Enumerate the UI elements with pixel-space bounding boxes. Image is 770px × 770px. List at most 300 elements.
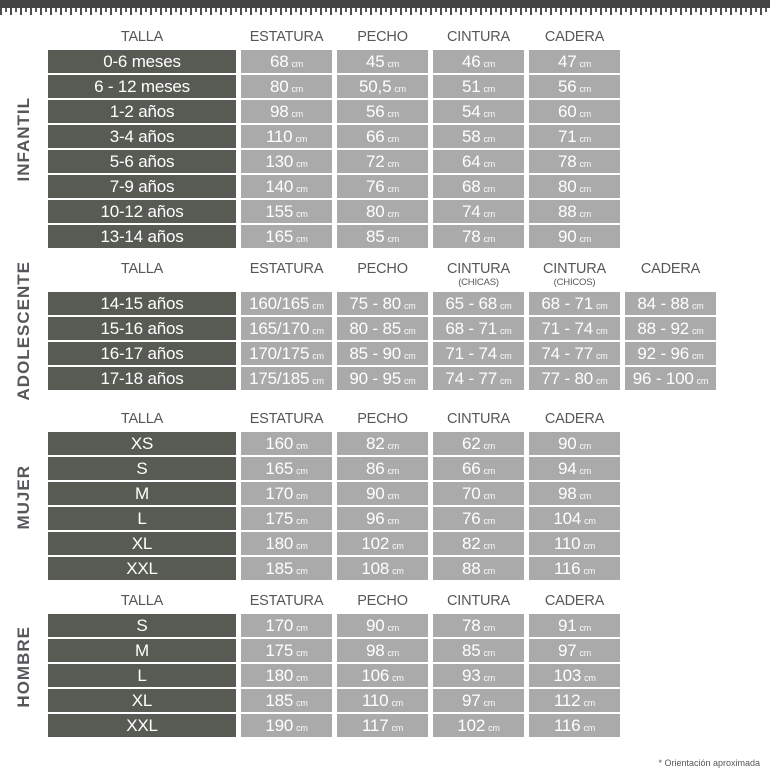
size-cell: 7-9 años [48,175,236,198]
header-cell [241,261,332,278]
value-cell [625,292,716,315]
unit-label: cm [291,59,304,69]
value-number: 78 [461,227,481,246]
header-row [48,593,770,610]
value-cell [433,432,524,455]
unit-label: cm [595,351,608,361]
value-cell [529,175,620,198]
value-number: 90 [365,616,385,636]
size-cell: 15-16 años [48,317,236,340]
unit-label: cm [595,326,608,336]
value-number: 46 [461,52,481,71]
section-label-infantil [0,29,48,250]
value-number: 54 [461,102,481,121]
value-number: 110 [553,534,581,554]
size-cell: 3-4 años [48,125,236,148]
table-row [48,175,770,198]
value-cell [529,557,620,580]
section-infantil [0,29,770,250]
value-number: 80 [269,77,289,96]
unit-label: cm [296,541,308,552]
value-cell [433,225,524,248]
value-number: 102 [361,534,390,554]
value-cell [241,482,332,505]
value-number: 91 [557,616,577,636]
table-mujer [48,411,770,582]
unit-label: cm [483,623,496,634]
table-row [48,367,770,390]
value-cell [241,175,332,198]
unit-label: cm [483,648,496,659]
value-number: 112 [553,691,581,711]
tape-ticks [0,8,770,15]
unit-label: cm [296,723,308,734]
value-cell [529,432,620,455]
header-title: PECHO [357,29,408,45]
value-number: 190 [265,716,294,736]
unit-label: cm [387,159,400,169]
header-cell [433,411,524,428]
unit-label: cm [579,648,592,659]
unit-label: cm [483,159,496,169]
value-cell [337,714,428,737]
value-cell [241,225,332,248]
unit-label: cm [387,466,400,477]
unit-label: cm [296,184,308,194]
unit-label: cm [696,376,709,386]
value-cell [337,689,428,712]
unit-label: cm [499,351,512,361]
unit-label: cm [483,516,496,527]
value-cell [241,100,332,123]
value-number: 88 [461,559,481,579]
unit-label: cm [392,673,404,684]
unit-label: cm [387,623,400,634]
value-number: 68 [269,52,289,71]
value-number: 90 [365,484,385,504]
header-title: PECHO [357,261,408,277]
value-number: 170/175 [249,344,310,363]
table-row [48,457,770,480]
header-title: CADERA [544,411,605,428]
value-cell [241,125,332,148]
value-number: 77 - 80 [541,369,593,388]
unit-label: cm [483,134,496,144]
value-number: 165/170 [249,319,310,338]
value-cell [337,342,428,365]
value-cell [337,50,428,73]
value-cell [529,507,620,530]
header-title: CINTURA [446,261,511,277]
header-title: CADERA [640,261,701,277]
header-title: ESTATURA [249,593,324,610]
value-number: 78 [557,152,577,171]
unit-label: cm [691,301,704,311]
value-cell [337,457,428,480]
size-cell: 13-14 años [48,225,236,248]
header-title: ESTATURA [249,29,324,45]
size-cell: XL [48,689,236,712]
unit-label: cm [403,326,416,336]
header-title: TALLA [120,411,164,428]
unit-label: cm [296,159,308,169]
value-cell [337,150,428,173]
unit-label: cm [483,698,496,709]
size-cell: M [48,639,236,662]
unit-label: cm [579,623,592,634]
value-number: 116 [553,559,581,579]
value-cell [529,125,620,148]
value-cell [337,292,428,315]
value-cell [241,150,332,173]
value-cell [241,317,332,340]
unit-label: cm [579,159,592,169]
value-cell [433,175,524,198]
header-cell [625,261,716,278]
value-number: 94 [557,459,577,479]
header-cell [337,29,428,46]
unit-label: cm [387,134,400,144]
value-cell [433,342,524,365]
unit-label: cm [291,84,304,94]
unit-label: cm [387,184,400,194]
unit-label: cm [483,673,496,684]
unit-label: cm [579,184,592,194]
unit-label: cm [403,351,416,361]
unit-label: cm [579,234,592,244]
value-number: 160 [265,434,294,454]
header-row [48,411,770,428]
size-cell: M [48,482,236,505]
header-cell [48,261,236,278]
value-number: 130 [265,152,294,171]
table-infantil [48,29,770,250]
header-cell [529,411,620,428]
unit-label: cm [296,234,308,244]
unit-label: cm [583,541,596,552]
value-number: 175/185 [249,369,310,388]
value-cell [529,482,620,505]
value-number: 71 [557,127,577,146]
unit-label: cm [583,698,596,709]
section-label-mujer [0,411,48,582]
value-cell [529,50,620,73]
value-cell [529,200,620,223]
value-number: 104 [553,509,582,529]
value-cell [529,689,620,712]
value-number: 108 [361,559,390,579]
value-cell [241,342,332,365]
section-label-adolescente [0,261,48,400]
value-number: 60 [557,102,577,121]
table-row [48,664,770,687]
header-cell [337,593,428,610]
section-label-text: INFANTIL [14,97,33,182]
value-cell [529,639,620,662]
value-number: 103 [553,666,582,686]
table-row [48,342,770,365]
table-row [48,557,770,580]
unit-label: cm [579,84,592,94]
header-title: PECHO [357,593,408,610]
header-cell [241,411,332,428]
value-number: 90 [557,434,577,454]
size-cell: 6 - 12 meses [48,75,236,98]
table-row [48,614,770,637]
value-cell [433,714,524,737]
unit-label: cm [392,541,404,552]
value-cell [433,664,524,687]
value-cell [337,100,428,123]
footnote: * Orientación aproximada [658,758,760,768]
value-number: 82 [365,434,385,454]
value-cell [529,367,620,390]
value-number: 85 [365,227,385,246]
value-number: 96 [365,509,385,529]
table-row [48,432,770,455]
value-cell [337,367,428,390]
value-cell [625,342,716,365]
header-subtitle: (CHICAS) [458,277,499,288]
value-cell [241,714,332,737]
size-cell: XS [48,432,236,455]
value-number: 56 [365,102,385,121]
value-number: 110 [361,691,389,711]
table-row [48,714,770,737]
value-cell [529,664,620,687]
value-cell [241,50,332,73]
value-cell [529,532,620,555]
unit-label: cm [403,301,416,311]
value-number: 96 - 100 [632,369,694,388]
unit-label: cm [312,326,324,336]
unit-label: cm [579,491,592,502]
value-cell [529,100,620,123]
value-cell [241,507,332,530]
value-number: 165 [265,227,294,246]
header-cell [433,261,524,288]
value-number: 185 [265,559,294,579]
table-row [48,100,770,123]
unit-label: cm [296,491,308,502]
table-row [48,532,770,555]
value-number: 74 - 77 [445,369,497,388]
value-number: 47 [557,52,577,71]
unit-label: cm [394,84,406,94]
value-cell [529,225,620,248]
value-cell [337,175,428,198]
table-row [48,200,770,223]
value-number: 74 - 77 [541,344,593,363]
unit-label: cm [387,491,400,502]
value-number: 106 [361,666,390,686]
value-cell [241,367,332,390]
unit-label: cm [483,209,496,219]
value-cell [433,292,524,315]
value-cell [433,532,524,555]
section-label-text: ADOLESCENTE [14,261,33,401]
value-number: 51 [461,77,481,96]
value-number: 80 [557,177,577,196]
value-number: 82 [461,534,481,554]
header-title: CINTURA [446,29,511,45]
value-number: 93 [461,666,481,686]
value-cell [241,689,332,712]
size-cell: 10-12 años [48,200,236,223]
value-cell [241,75,332,98]
value-number: 102 [457,716,486,736]
section-label-text: MUJER [14,464,33,530]
value-cell [241,557,332,580]
header-cell [48,593,236,610]
size-cell: S [48,614,236,637]
value-cell [337,225,428,248]
value-number: 175 [265,509,294,529]
size-cell: XXL [48,714,236,737]
unit-label: cm [483,566,496,577]
value-number: 78 [461,616,481,636]
value-cell [337,664,428,687]
value-number: 72 [365,152,385,171]
value-number: 88 - 92 [637,319,689,338]
unit-label: cm [579,466,592,477]
header-title: CINTURA [446,593,511,610]
value-cell [433,689,524,712]
value-number: 98 [557,484,577,504]
value-cell [337,200,428,223]
unit-label: cm [387,234,400,244]
section-adolescente [0,261,770,400]
table-hombre [48,593,770,739]
header-cell [529,261,620,288]
value-cell [433,200,524,223]
value-number: 45 [365,52,385,71]
unit-label: cm [387,109,400,119]
size-cell: S [48,457,236,480]
unit-label: cm [296,673,308,684]
unit-label: cm [296,516,308,527]
value-cell [433,507,524,530]
value-number: 75 - 80 [349,294,401,313]
value-cell [241,664,332,687]
value-number: 66 [365,127,385,146]
value-number: 68 - 71 [445,319,497,338]
header-title: CINTURA [446,411,511,428]
value-cell [529,150,620,173]
unit-label: cm [499,326,512,336]
size-cell: 17-18 años [48,367,236,390]
unit-label: cm [296,698,308,709]
unit-label: cm [483,84,496,94]
table-adolescente [48,261,770,400]
unit-label: cm [583,566,596,577]
value-number: 80 - 85 [349,319,401,338]
size-cell: XL [48,532,236,555]
unit-label: cm [312,376,324,386]
unit-label: cm [483,234,496,244]
value-number: 90 [557,227,577,246]
header-cell [241,29,332,46]
value-cell [241,292,332,315]
value-cell [529,714,620,737]
value-number: 74 [461,202,481,221]
unit-label: cm [483,541,496,552]
unit-label: cm [295,134,308,144]
table-row [48,150,770,173]
header-title: CADERA [544,593,605,610]
size-cell: L [48,664,236,687]
value-number: 170 [265,484,294,504]
value-cell [337,507,428,530]
value-number: 97 [461,691,481,711]
value-cell [241,432,332,455]
unit-label: cm [483,59,496,69]
value-number: 85 [461,641,481,661]
unit-label: cm [579,109,592,119]
table-row [48,507,770,530]
value-cell [337,317,428,340]
unit-label: cm [387,209,400,219]
header-cell [433,593,524,610]
value-number: 97 [557,641,577,661]
value-number: 64 [461,152,481,171]
unit-label: cm [387,516,400,527]
unit-label: cm [499,301,512,311]
unit-label: cm [579,134,592,144]
unit-label: cm [483,491,496,502]
value-cell [433,75,524,98]
value-cell [337,482,428,505]
size-cell: 0-6 meses [48,50,236,73]
unit-label: cm [595,376,608,386]
unit-label: cm [387,441,400,452]
header-cell [433,29,524,46]
section-mujer [0,411,770,582]
value-number: 56 [557,77,577,96]
value-cell [433,457,524,480]
header-cell [337,411,428,428]
unit-label: cm [584,516,596,527]
value-number: 185 [265,691,294,711]
unit-label: cm [691,326,704,336]
value-number: 58 [461,127,481,146]
value-number: 175 [265,641,294,661]
value-cell [433,125,524,148]
value-cell [241,457,332,480]
value-number: 170 [265,616,294,636]
unit-label: cm [296,648,308,659]
value-cell [529,317,620,340]
header-title: TALLA [120,261,164,277]
value-number: 76 [365,177,385,196]
value-number: 71 - 74 [445,344,497,363]
header-row [48,29,770,46]
unit-label: cm [579,441,592,452]
value-cell [433,317,524,340]
unit-label: cm [483,441,496,452]
value-number: 140 [265,177,294,196]
unit-label: cm [483,184,496,194]
value-number: 116 [553,716,581,736]
unit-label: cm [291,109,304,119]
unit-label: cm [584,673,596,684]
unit-label: cm [691,351,704,361]
table-row [48,689,770,712]
value-cell [433,367,524,390]
value-number: 84 - 88 [637,294,689,313]
value-cell [625,367,716,390]
unit-label: cm [312,351,324,361]
